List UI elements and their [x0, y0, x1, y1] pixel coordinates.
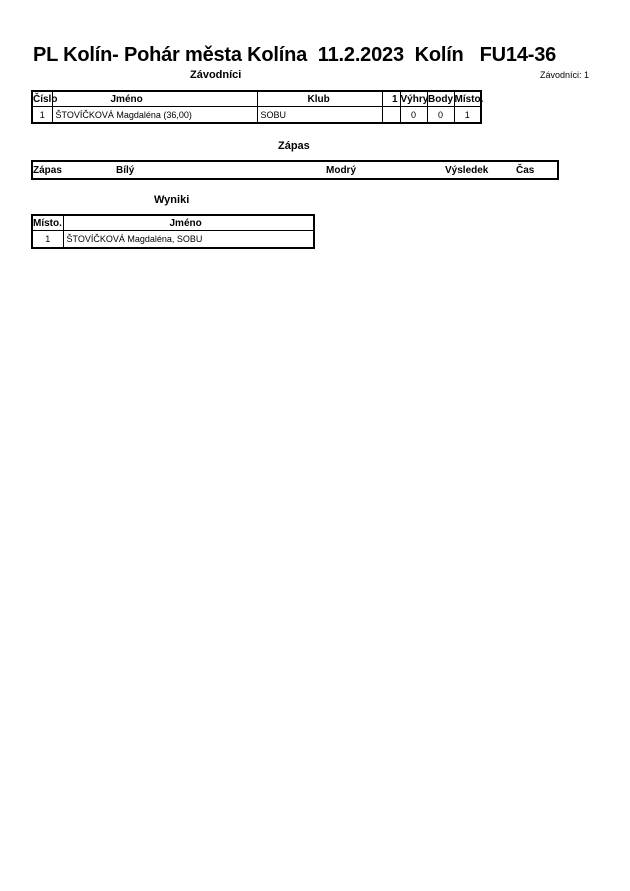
competitor-match-1 [382, 107, 400, 124]
page-title: PL Kolín- Pohár města Kolína 11.2.2023 Kolín FU14-36 [33, 44, 557, 66]
competitor-club: SOBU [257, 107, 382, 124]
table-row [32, 107, 481, 124]
col-result-place: Místo. [32, 215, 63, 231]
result-place: 1 [32, 231, 63, 249]
competitor-points: 0 [427, 107, 454, 124]
col-white: Bílý [116, 164, 135, 176]
results-header-row [32, 215, 314, 231]
competitors-heading: Závodníci [190, 69, 242, 81]
col-name: Jméno [52, 91, 257, 107]
matches-heading: Zápas [278, 140, 310, 152]
competitor-wins: 0 [400, 107, 427, 124]
matches-header-row [32, 161, 558, 179]
col-match: Zápas [33, 164, 62, 176]
col-number: Číslo [32, 91, 52, 107]
matches-table [31, 160, 559, 180]
competitors-header-row [32, 91, 481, 107]
result-name: ŠTOVÍČKOVÁ Magdaléna, SOBU [63, 231, 314, 249]
col-result-name: Jméno [169, 217, 202, 229]
competitor-place: 1 [454, 107, 481, 124]
table-row [32, 231, 314, 249]
competitor-name: ŠTOVÍČKOVÁ Magdaléna (36,00) [52, 107, 257, 124]
col-blue: Modrý [326, 164, 356, 176]
results-heading: Wyniki [154, 194, 190, 206]
competitor-number: 1 [32, 107, 52, 124]
col-result: Výsledek [445, 164, 489, 176]
col-place: Místo. [454, 93, 484, 105]
col-match-1: 1 [382, 91, 400, 107]
competitors-table [31, 90, 482, 124]
col-time: Čas [516, 164, 535, 176]
results-table [31, 214, 315, 249]
col-points: Body [427, 91, 454, 107]
col-club: Klub [257, 91, 382, 107]
col-wins: Výhry [400, 91, 427, 107]
competitor-count: Závodníci: 1 [540, 70, 590, 80]
